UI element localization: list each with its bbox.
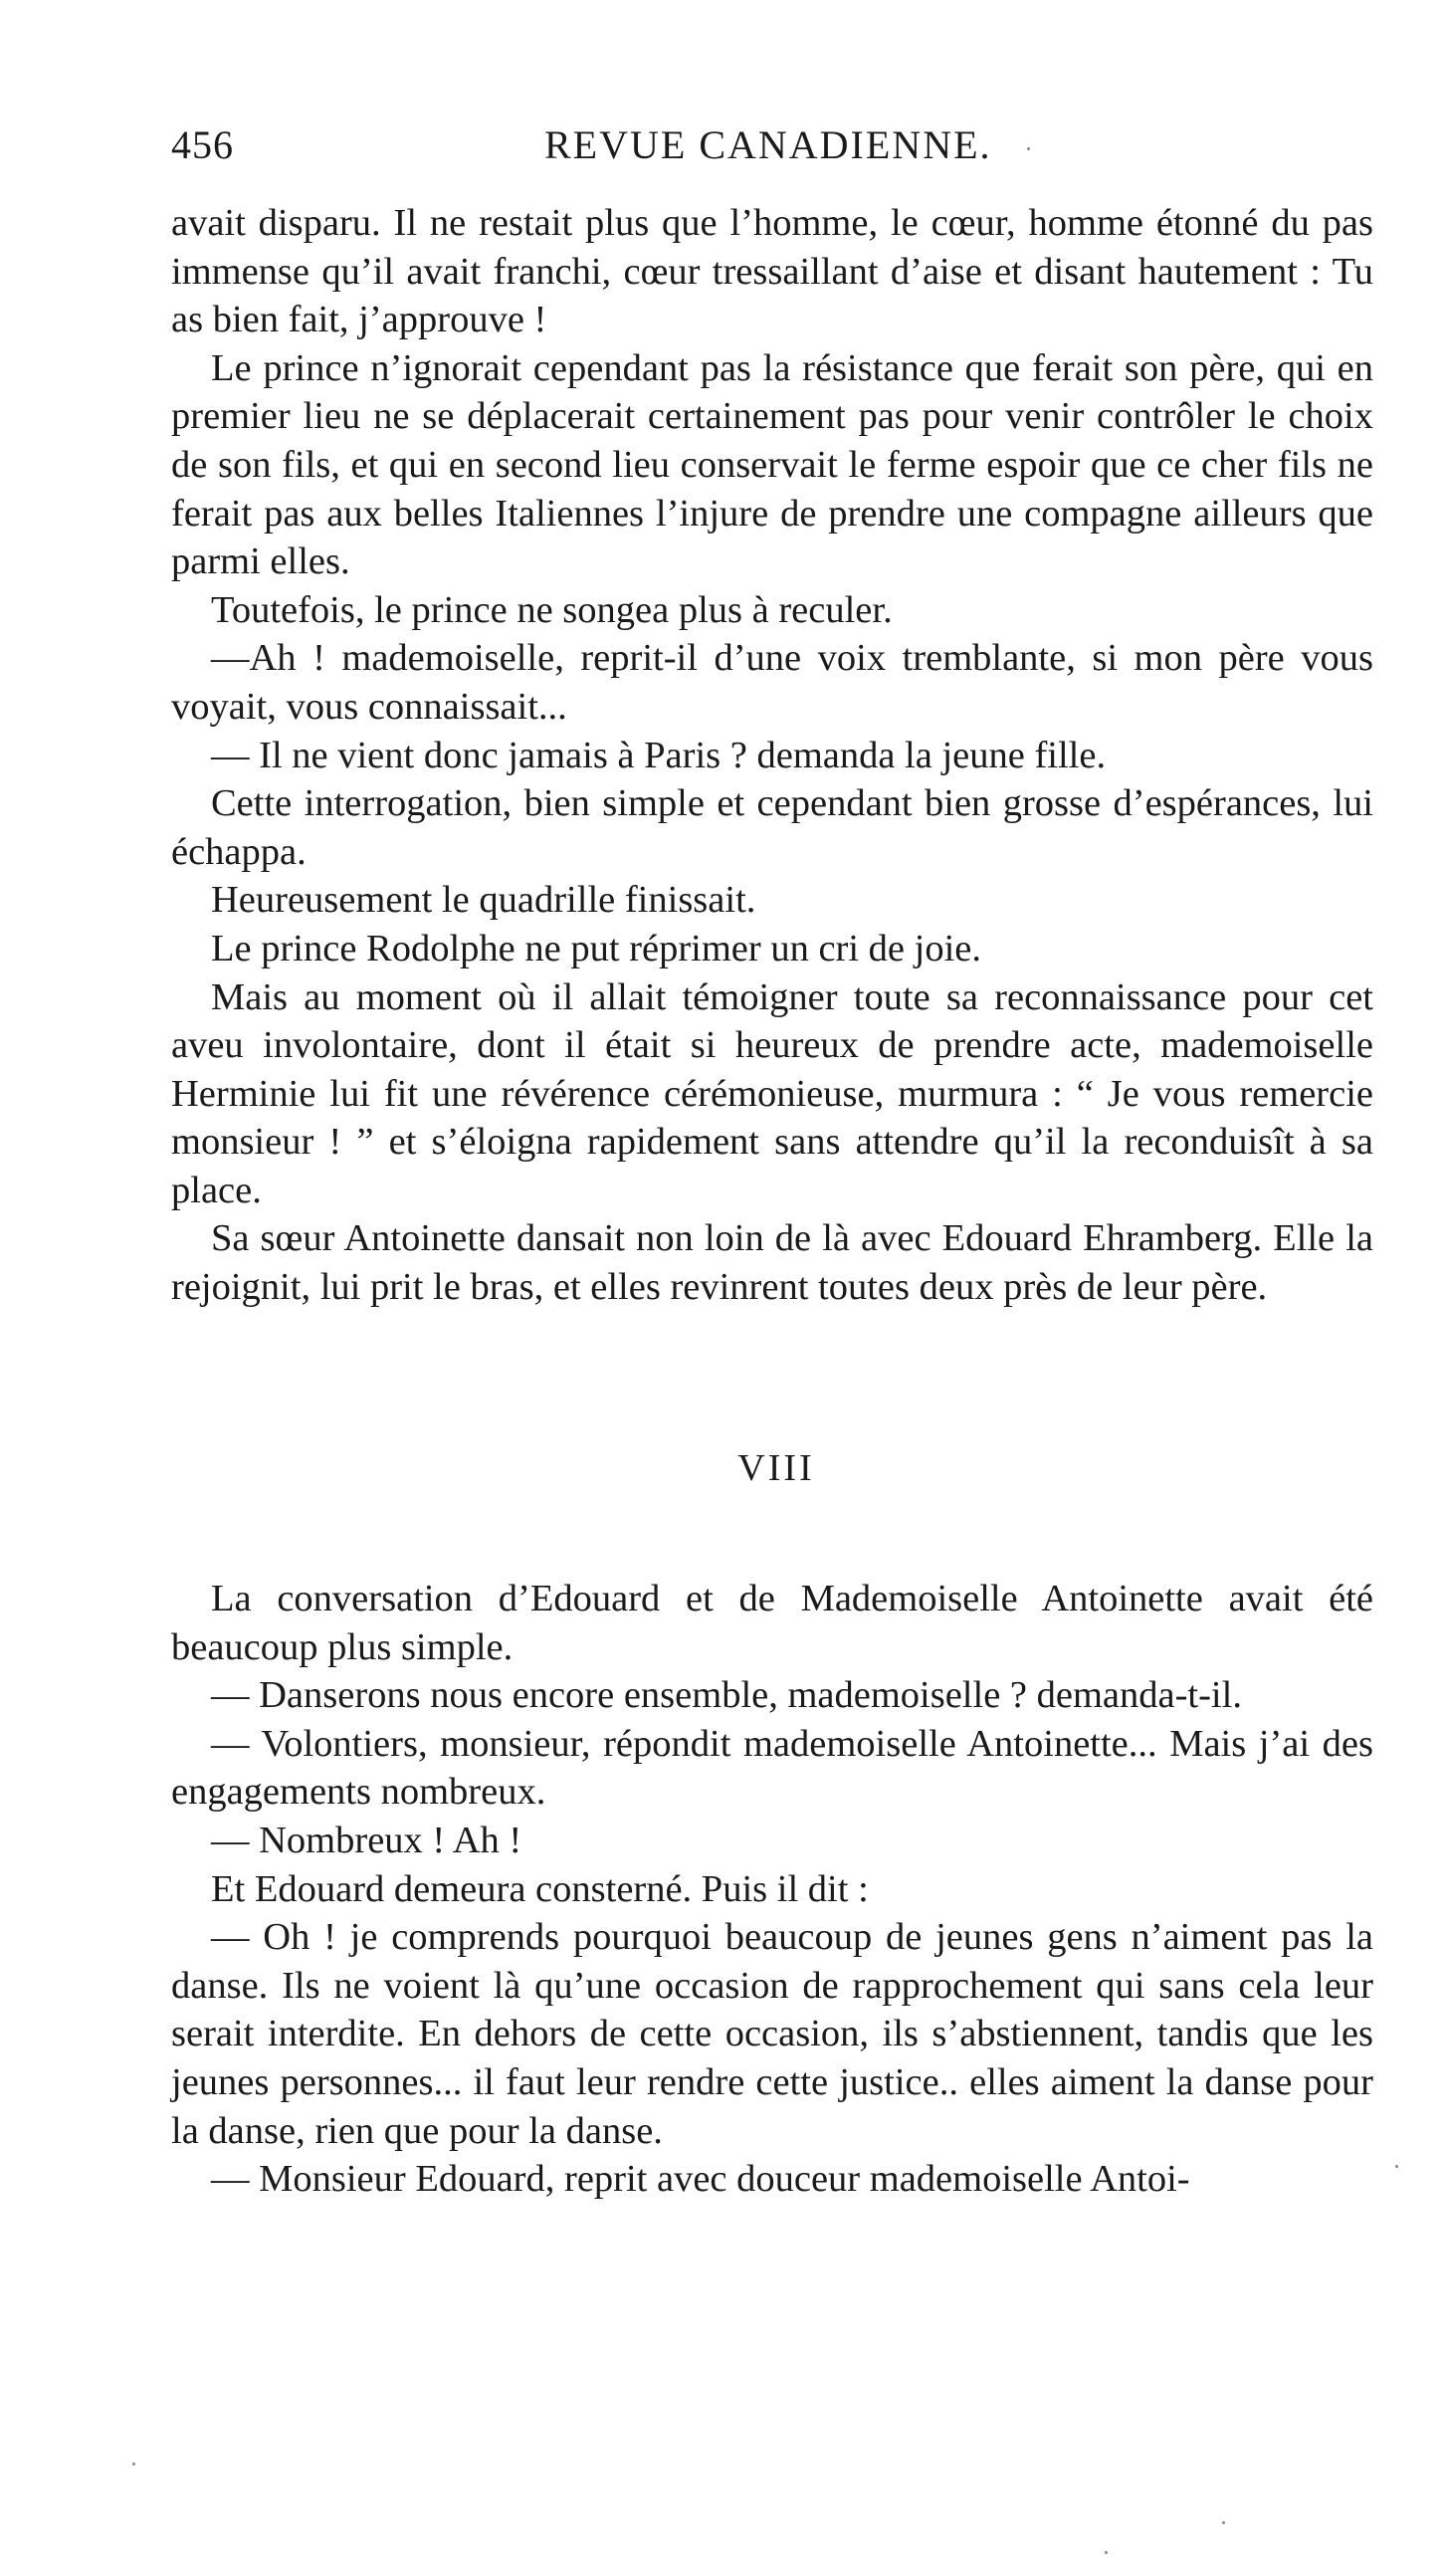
print-speck (1027, 147, 1030, 150)
paragraph: La conversation d’Edouard et de Mademoiselle Antoinette avait été beaucoup plus simple. (171, 1578, 1373, 1668)
paragraph: Sa sœur Antoinette dansait non loin de là avec Edouard Ehramberg. Elle la rejoignit, lui prit le bras, et elles revinrent toutes deux près de leur père. (171, 1217, 1373, 1309)
paragraph: Mais au moment où il allait témoigner toute sa reconnaissance pour cet aveu involontaire, dont il était si heureux de prendre acte, mademoiselle Herminie lui fit une révérence cérémonieuse, murmura : “ Je vous remercie monsieur ! ” et s’éloigna rapidement sans attendre qu’il la reconduisît à sa place. (171, 975, 1373, 1211)
body-text-before-section (171, 199, 1373, 1312)
body-text-after-section (171, 1575, 1373, 2204)
print-speck (1105, 2551, 1108, 2554)
page-number: 456 (171, 122, 234, 167)
paragraph: — Nombreux ! Ah ! (211, 1819, 522, 1861)
paragraph: — Volontiers, monsieur, répondit mademoiselle Antoinette... Mais j’ai des engagements nombreux. (171, 1722, 1373, 1814)
paragraph: Heureusement le quadrille finissait. (211, 879, 756, 922)
paragraph: — Danserons nous encore ensemble, mademoiselle ? demanda-t-il. (211, 1674, 1242, 1717)
paragraph: Le prince Rodolphe ne put réprimer un cri de joie. (211, 927, 982, 969)
paragraph: Et Edouard demeura consterné. Puis il dit : (211, 1867, 869, 1910)
print-speck (132, 2463, 135, 2466)
paragraph: —Ah ! mademoiselle, reprit-il d’une voix tremblante, si mon père vous voyait, vous connaissait... (171, 637, 1373, 728)
print-speck (1395, 2165, 1398, 2168)
paragraph: Cette interrogation, bien simple et cependant bien grosse d’espérances, lui échappa. (171, 782, 1373, 873)
paragraph: — Oh ! je comprends pourquoi beaucoup de jeunes gens n’aiment pas la danse. Ils ne voient là qu’une occasion de rapprochement qui sans cela leur serait interdite. En dehors de cette occasion, ils s’abstiennent, tandis que les jeunes personnes... il faut leur rendre cette justice.. elles aiment la danse pour la danse, rien que pour la danse. (171, 1916, 1373, 2152)
paragraph: — Monsieur Edouard, reprit avec douceur mademoiselle Antoi- (211, 2158, 1190, 2201)
paragraph: avait disparu. Il ne restait plus que l’homme, le cœur, homme étonné du pas immense qu’il avait franchi, cœur tressaillant d’aise et disant hautement : Tu as bien fait, j’approuve ! (171, 202, 1373, 341)
paragraph: — Il ne vient donc jamais à Paris ? demanda la jeune fille. (211, 734, 1107, 776)
running-header (171, 121, 1365, 177)
running-title: REVUE CANADIENNE. (544, 122, 992, 167)
paragraph: Toutefois, le prince ne songea plus à reculer. (211, 588, 893, 631)
paragraph: Le prince n’ignorait cependant pas la résistance que ferait son père, qui en premier lieu ne se déplacerait certainement pas pour venir contrôler le choix de son fils, et qui en second lieu conservait le ferme espoir que ce cher fils ne ferait pas aux belles Italiennes l’injure de prendre une compagne ailleurs que parmi elles. (171, 346, 1373, 583)
section-heading: VIII (737, 1447, 815, 1489)
print-speck (1222, 2521, 1225, 2524)
